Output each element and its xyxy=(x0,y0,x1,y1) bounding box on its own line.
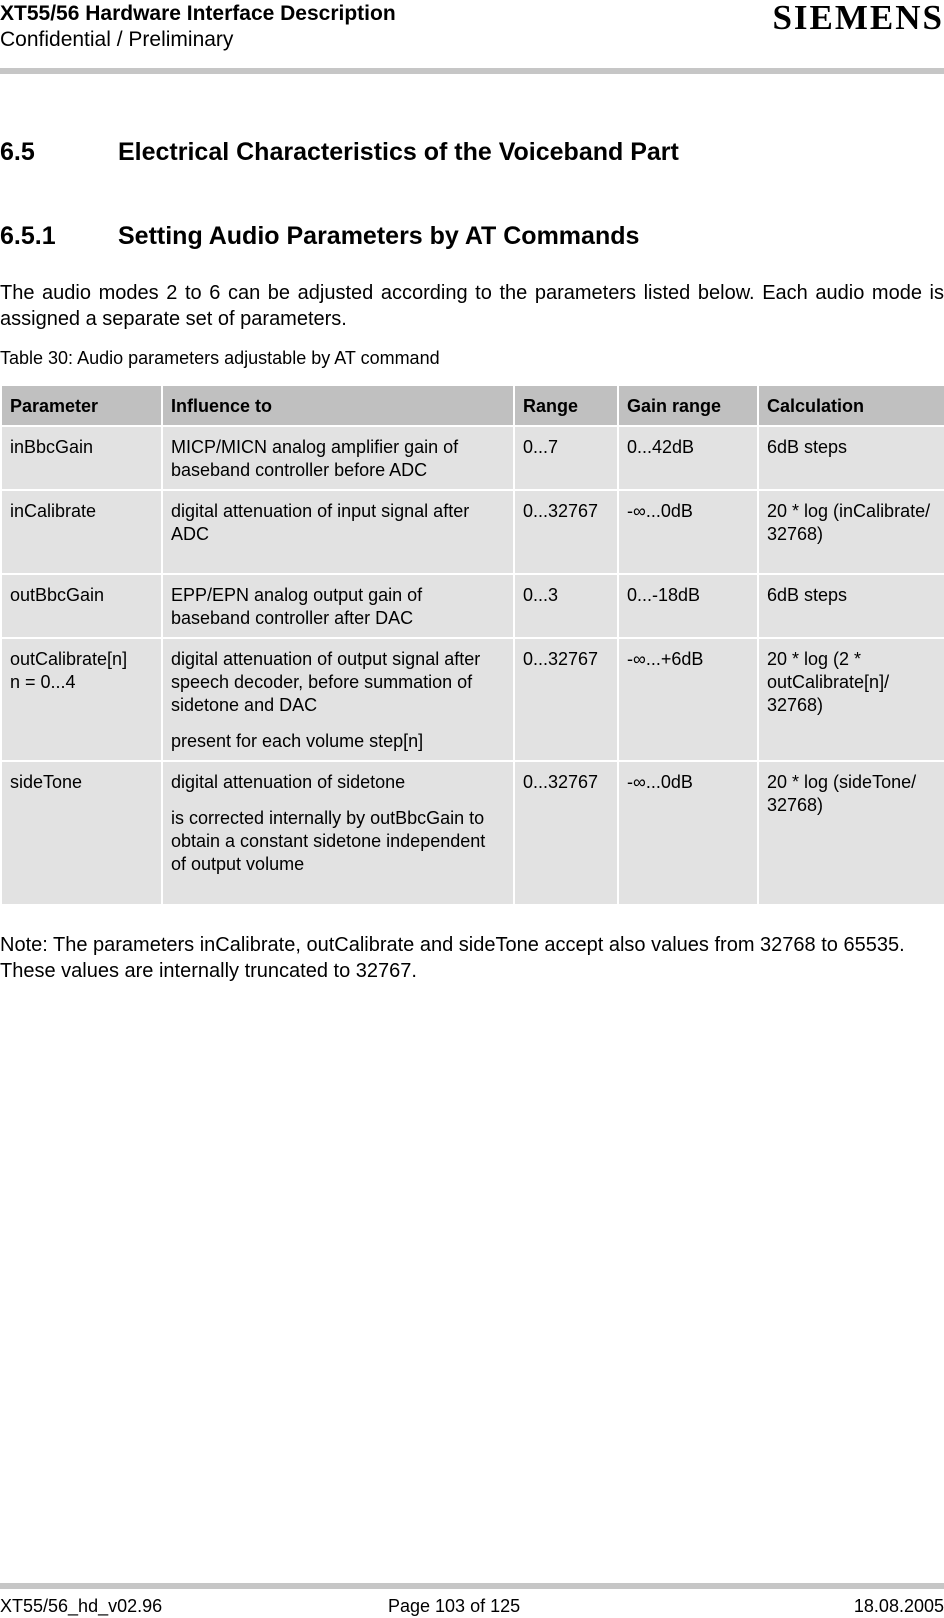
range-cell: 0...3 xyxy=(514,574,618,638)
column-header-gain-range: Gain range xyxy=(618,385,758,426)
calculation-cell: 20 * log (2 * outCalibrate[n]/ 32768) xyxy=(758,638,944,761)
parameter-cell: outBbcGain xyxy=(1,574,162,638)
subsection-title: Setting Audio Parameters by AT Commands xyxy=(118,222,640,250)
page-header xyxy=(0,0,944,74)
section-number: 6.5 xyxy=(0,138,35,166)
table-header-row xyxy=(1,385,944,426)
header-divider xyxy=(0,68,944,74)
range-cell: 0...32767 xyxy=(514,490,618,574)
gain-range-cell: 0...42dB xyxy=(618,426,758,490)
note-paragraph: Note: The parameters inCalibrate, outCalibrate and sideTone accept also values from 32768 to 65535. These values are internally truncated to 32767. xyxy=(0,934,905,982)
calculation-cell: 20 * log (inCalibrate/ 32768) xyxy=(758,490,944,574)
column-header-calculation: Calculation xyxy=(758,385,944,426)
footer-divider xyxy=(0,1583,944,1589)
gain-range-cell: -∞...0dB xyxy=(618,490,758,574)
influence-cell: digital attenuation of sidetone is corrected internally by outBbcGain to obtain a constant sidetone independent of output volume xyxy=(162,761,514,905)
table-row xyxy=(1,638,944,761)
table-row xyxy=(1,574,944,638)
gain-range-cell: -∞...+6dB xyxy=(618,638,758,761)
audio-parameters-table xyxy=(0,384,944,906)
range-cell: 0...32767 xyxy=(514,761,618,905)
range-cell: 0...7 xyxy=(514,426,618,490)
influence-cell: digital attenuation of output signal after speech decoder, before summation of sidetone and DAC present for each volume step[n] xyxy=(162,638,514,761)
footer-document-id: XT55/56_hd_v02.96 xyxy=(0,1596,163,1616)
table-caption: Table 30: Audio parameters adjustable by AT command xyxy=(0,348,440,368)
parameter-cell: inBbcGain xyxy=(1,426,162,490)
subsection-number: 6.5.1 xyxy=(0,222,56,250)
column-header-range: Range xyxy=(514,385,618,426)
table-row xyxy=(1,490,944,574)
footer-page-number: Page 103 of 125 xyxy=(388,1596,521,1616)
section-heading xyxy=(0,138,679,167)
influence-cell: MICP/MICN analog amplifier gain of baseband controller before ADC xyxy=(162,426,514,490)
document-subtitle: Confidential / Preliminary xyxy=(0,28,234,51)
parameter-cell: sideTone xyxy=(1,761,162,905)
column-header-parameter: Parameter xyxy=(1,385,162,426)
footer-date: 18.08.2005 xyxy=(853,1596,944,1616)
column-header-influence: Influence to xyxy=(162,385,514,426)
section-title: Electrical Characteristics of the Voiceband Part xyxy=(118,138,679,166)
range-cell: 0...32767 xyxy=(514,638,618,761)
calculation-cell: 6dB steps xyxy=(758,574,944,638)
influence-cell: EPP/EPN analog output gain of baseband controller after DAC xyxy=(162,574,514,638)
table-row xyxy=(1,761,944,905)
intro-paragraph: The audio modes 2 to 6 can be adjusted according to the parameters listed below. Each audio mode is assigned a separate set of parameters. xyxy=(0,282,944,330)
document-title: XT55/56 Hardware Interface Description xyxy=(0,2,396,25)
influence-cell: digital attenuation of input signal after ADC xyxy=(162,490,514,574)
siemens-logo: SIEMENS xyxy=(772,0,944,37)
parameter-cell: outCalibrate[n] n = 0...4 xyxy=(1,638,162,761)
table-row xyxy=(1,426,944,490)
calculation-cell: 20 * log (sideTone/ 32768) xyxy=(758,761,944,905)
gain-range-cell: -∞...0dB xyxy=(618,761,758,905)
gain-range-cell: 0...-18dB xyxy=(618,574,758,638)
parameter-cell: inCalibrate xyxy=(1,490,162,574)
calculation-cell: 6dB steps xyxy=(758,426,944,490)
subsection-heading xyxy=(0,222,639,251)
